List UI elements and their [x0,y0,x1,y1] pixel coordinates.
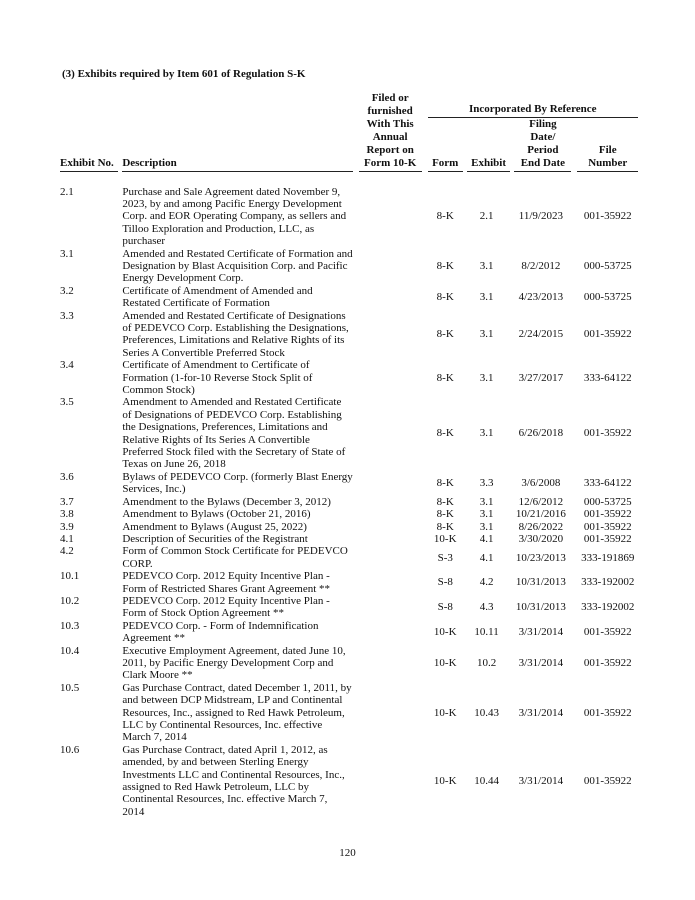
description-cell: PEDEVCO Corp. 2012 Equity Incentive Plan - Form of Stock Option Agreement ** [122,594,330,620]
file-number-cell: 000-53725 [583,259,632,272]
description-cell: Amendment to the Bylaws (December 3, 2012) [122,495,331,508]
table-row [60,521,638,533]
form-cell: S-8 [437,601,453,614]
exhibit-number-cell: 3.8 [60,508,74,521]
filed-cell [359,521,422,533]
file-number-cell: 001-35922 [583,625,632,638]
filed-cell [359,533,422,545]
form-cell: 10-K [433,774,457,787]
description-cell: PEDEVCO Corp. 2012 Equity Incentive Plan - Form of Restricted Shares Grant Agreement ** [122,570,331,595]
exhibit-cell: 3.3 [479,477,494,490]
description-cell: Certificate of Amendment of Amended and Restated Certificate of Formation [122,284,313,310]
header-description: Description [122,90,358,172]
file-number-cell: 001-35922 [583,706,632,719]
filing-date-cell: 3/31/2014 [518,774,564,787]
exhibit-number-cell: 4.1 [60,532,74,545]
header-exhibit-no: Exhibit No. [60,90,122,172]
table-row [60,248,638,285]
exhibit-number-cell: 2.1 [60,185,74,198]
filing-date-cell: 10/31/2013 [515,576,566,589]
table-row [60,744,638,818]
description-cell: Description of Securities of the Registrant [122,532,308,545]
header-filed: Filed or furnished With This Annual Report on Form 10-K [359,90,422,172]
form-cell: 8-K [436,328,454,341]
exhibit-number-cell: 10.6 [60,743,80,756]
form-cell: 8-K [436,210,454,223]
filing-date-cell: 3/31/2014 [518,625,564,638]
section-title: (3) Exhibits required by Item 601 of Regulation S-K [62,68,306,80]
exhibit-cell: 10.44 [474,774,499,787]
table-row [60,570,638,595]
file-number-cell: 000-53725 [583,290,632,303]
filing-date-cell: 3/30/2020 [518,532,564,545]
file-number-cell: 333-191869 [581,551,635,564]
exhibit-cell: 10.2 [476,656,497,669]
form-cell: 8-K [436,290,454,303]
filed-cell [359,285,422,310]
exhibit-number-cell: 3.3 [60,309,74,322]
filing-date-cell: 3/27/2017 [518,371,564,384]
file-number-cell: 333-64122 [583,477,632,490]
exhibit-number-cell: 10.1 [60,570,80,583]
form-cell: S-3 [437,551,453,564]
exhibit-number-cell: 3.2 [60,284,74,297]
file-number-cell: 000-53725 [583,495,632,508]
filed-cell [359,471,422,496]
exhibit-number-cell: 3.9 [60,520,74,533]
table-row [60,359,638,396]
exhibit-cell: 3.1 [479,520,494,533]
exhibit-cell: 10.11 [474,625,499,638]
filing-date-cell: 8/2/2012 [521,259,561,272]
filing-date-cell: 12/6/2012 [518,495,564,508]
filing-date-cell: 3/31/2014 [518,706,564,719]
form-cell: 10-K [433,532,457,545]
form-cell: S-8 [437,576,453,589]
file-number-cell: 001-35922 [583,774,632,787]
exhibit-cell: 3.1 [479,508,494,521]
file-number-cell: 001-35922 [583,520,632,533]
exhibit-cell: 3.1 [479,259,494,272]
exhibit-cell: 4.3 [479,601,494,614]
exhibit-cell: 10.43 [474,706,499,719]
filed-cell [359,396,422,470]
filing-date-cell: 3/6/2008 [521,477,561,490]
filing-date-cell: 3/31/2014 [518,656,564,669]
filing-date-cell: 2/24/2015 [518,328,564,341]
form-cell: 8-K [436,520,454,533]
exhibit-number-cell: 4.2 [60,545,74,558]
filing-date-cell: 11/9/2023 [518,210,563,223]
exhibit-cell: 3.1 [479,495,494,508]
file-number-cell: 001-35922 [583,532,632,545]
form-cell: 10-K [433,706,457,719]
header-form: Form [422,118,463,172]
table-row [60,396,638,470]
exhibit-cell: 3.1 [479,328,494,341]
form-cell: 8-K [436,259,454,272]
file-number-cell: 001-35922 [583,328,632,341]
table-row [60,285,638,310]
exhibit-cell: 3.1 [479,290,494,303]
form-cell: 10-K [433,656,457,669]
form-cell: 8-K [436,508,454,521]
description-cell: Form of Common Stock Certificate for PEDEVCO CORP. [122,545,348,570]
header-row-1 [60,90,638,118]
header-filing-date: Filing Date/ Period End Date [510,118,571,172]
filing-date-cell: 8/26/2022 [518,520,564,533]
description-cell: Amended and Restated Certificate of Designations of PEDEVCO Corp. Establishing the Designations, Preferences, Limitations and Relative Rights of its Series A Convertible Preferred Stock [122,309,349,359]
exhibit-number-cell: 3.6 [60,470,74,483]
description-cell: Bylaws of PEDEVCO Corp. (formerly Blast Energy Services, Inc.) [122,470,353,496]
file-number-cell: 333-192002 [581,576,635,589]
table-row [60,645,638,682]
exhibit-number-cell: 3.5 [60,396,74,409]
form-cell: 10-K [433,625,457,638]
description-cell: Purchase and Sale Agreement dated November 9, 2023, by and among Pacific Energy Development Corp. and EOR Operating Company, as sellers and Tilloo Exploration and Production, LLC, as purchaser [122,185,347,248]
exhibit-number-cell: 3.7 [60,495,74,508]
table-row [60,496,638,508]
form-cell: 8-K [436,371,454,384]
page-number: 120 [339,847,356,859]
exhibit-number-cell: 3.4 [60,359,74,372]
file-number-cell: 001-35922 [583,656,632,669]
exhibit-number-cell: 10.4 [60,644,80,657]
exhibit-cell: 4.1 [479,532,494,545]
filed-cell [359,682,422,744]
description-cell: Amendment to Bylaws (October 21, 2016) [122,508,311,521]
file-number-cell: 001-35922 [583,508,632,521]
filing-date-cell: 10/23/2013 [515,551,566,564]
form-cell: 8-K [436,427,454,440]
table-row [60,471,638,496]
filed-cell [359,508,422,520]
filed-cell [359,595,422,620]
exhibits-table [60,90,638,818]
file-number-cell: 001-35922 [583,427,632,440]
exhibit-number-cell: 10.5 [60,681,80,694]
description-cell: Gas Purchase Contract, dated December 1, 2011, by and between DCP Midstream, LP and Continental Resources, Inc., assigned to Red Hawk Petroleum, LLC by Continental Resources, Inc. effective March 7, 2014 [122,681,352,744]
exhibit-cell: 4.2 [479,576,494,589]
filed-cell [359,496,422,508]
description-cell: Amendment to Amended and Restated Certificate of Designations of PEDEVCO Corp. Establishing the Designations, Preferences, Limitations and Relative Rights of Its Series A Convertible Preferred Stock filed with the Secretary of State of Texas on June 26, 2018 [122,396,346,471]
header-exhibit: Exhibit [463,118,510,172]
table-row [60,533,638,545]
filing-date-cell: 6/26/2018 [518,427,564,440]
file-number-cell: 001-35922 [583,210,632,223]
header-file-number: File Number [571,118,638,172]
description-cell: Certificate of Amendment to Certificate of Formation (1-for-10 Reverse Stock Split of Common Stock) [122,359,313,397]
table-row [60,310,638,360]
exhibit-cell: 2.1 [479,210,494,223]
file-number-cell: 333-64122 [583,371,632,384]
exhibit-cell: 4.1 [479,551,494,564]
table-row [60,545,638,570]
table-row [60,508,638,520]
table-row [60,620,638,645]
exhibit-number-cell: 3.1 [60,247,74,260]
form-cell: 8-K [436,477,454,490]
filing-date-cell: 10/31/2013 [515,601,566,614]
filed-cell [359,545,422,570]
exhibit-cell: 3.1 [479,371,494,384]
filed-cell [359,186,422,248]
filing-date-cell: 4/23/2013 [518,290,564,303]
exhibit-number-cell: 10.3 [60,619,80,632]
filed-cell [359,570,422,595]
filed-cell [359,248,422,285]
filed-cell [359,620,422,645]
filing-date-cell: 10/21/2016 [515,508,566,521]
description-cell: Amendment to Bylaws (August 25, 2022) [122,520,307,533]
filed-cell [359,310,422,360]
description-cell: Amended and Restated Certificate of Formation and Designation by Blast Acquisition Corp. and Pacific Energy Development Corp. [122,247,353,285]
exhibit-number-cell: 10.2 [60,594,80,607]
filed-cell [359,645,422,682]
form-cell: 8-K [436,495,454,508]
header-incorporated-by-reference: Incorporated By Reference [422,90,638,118]
table-row [60,186,638,248]
table-row [60,682,638,744]
table-row [60,595,638,620]
filed-cell [359,744,422,818]
filed-cell [359,359,422,396]
description-cell: Executive Employment Agreement, dated June 10, 2011, by Pacific Energy Development Corp and Clark Moore ** [122,644,346,682]
exhibit-cell: 3.1 [479,427,494,440]
description-cell: Gas Purchase Contract, dated April 1, 2012, as amended, by and between Sterling Energy Investments LLC and Continental Resources, Inc., assigned to Red Hawk Petroleum, LLC by Continental Resources, Inc. effective March 7, 2014 [122,743,345,818]
description-cell: PEDEVCO Corp. - Form of Indemnification Agreement ** [122,619,319,645]
file-number-cell: 333-192002 [581,601,635,614]
